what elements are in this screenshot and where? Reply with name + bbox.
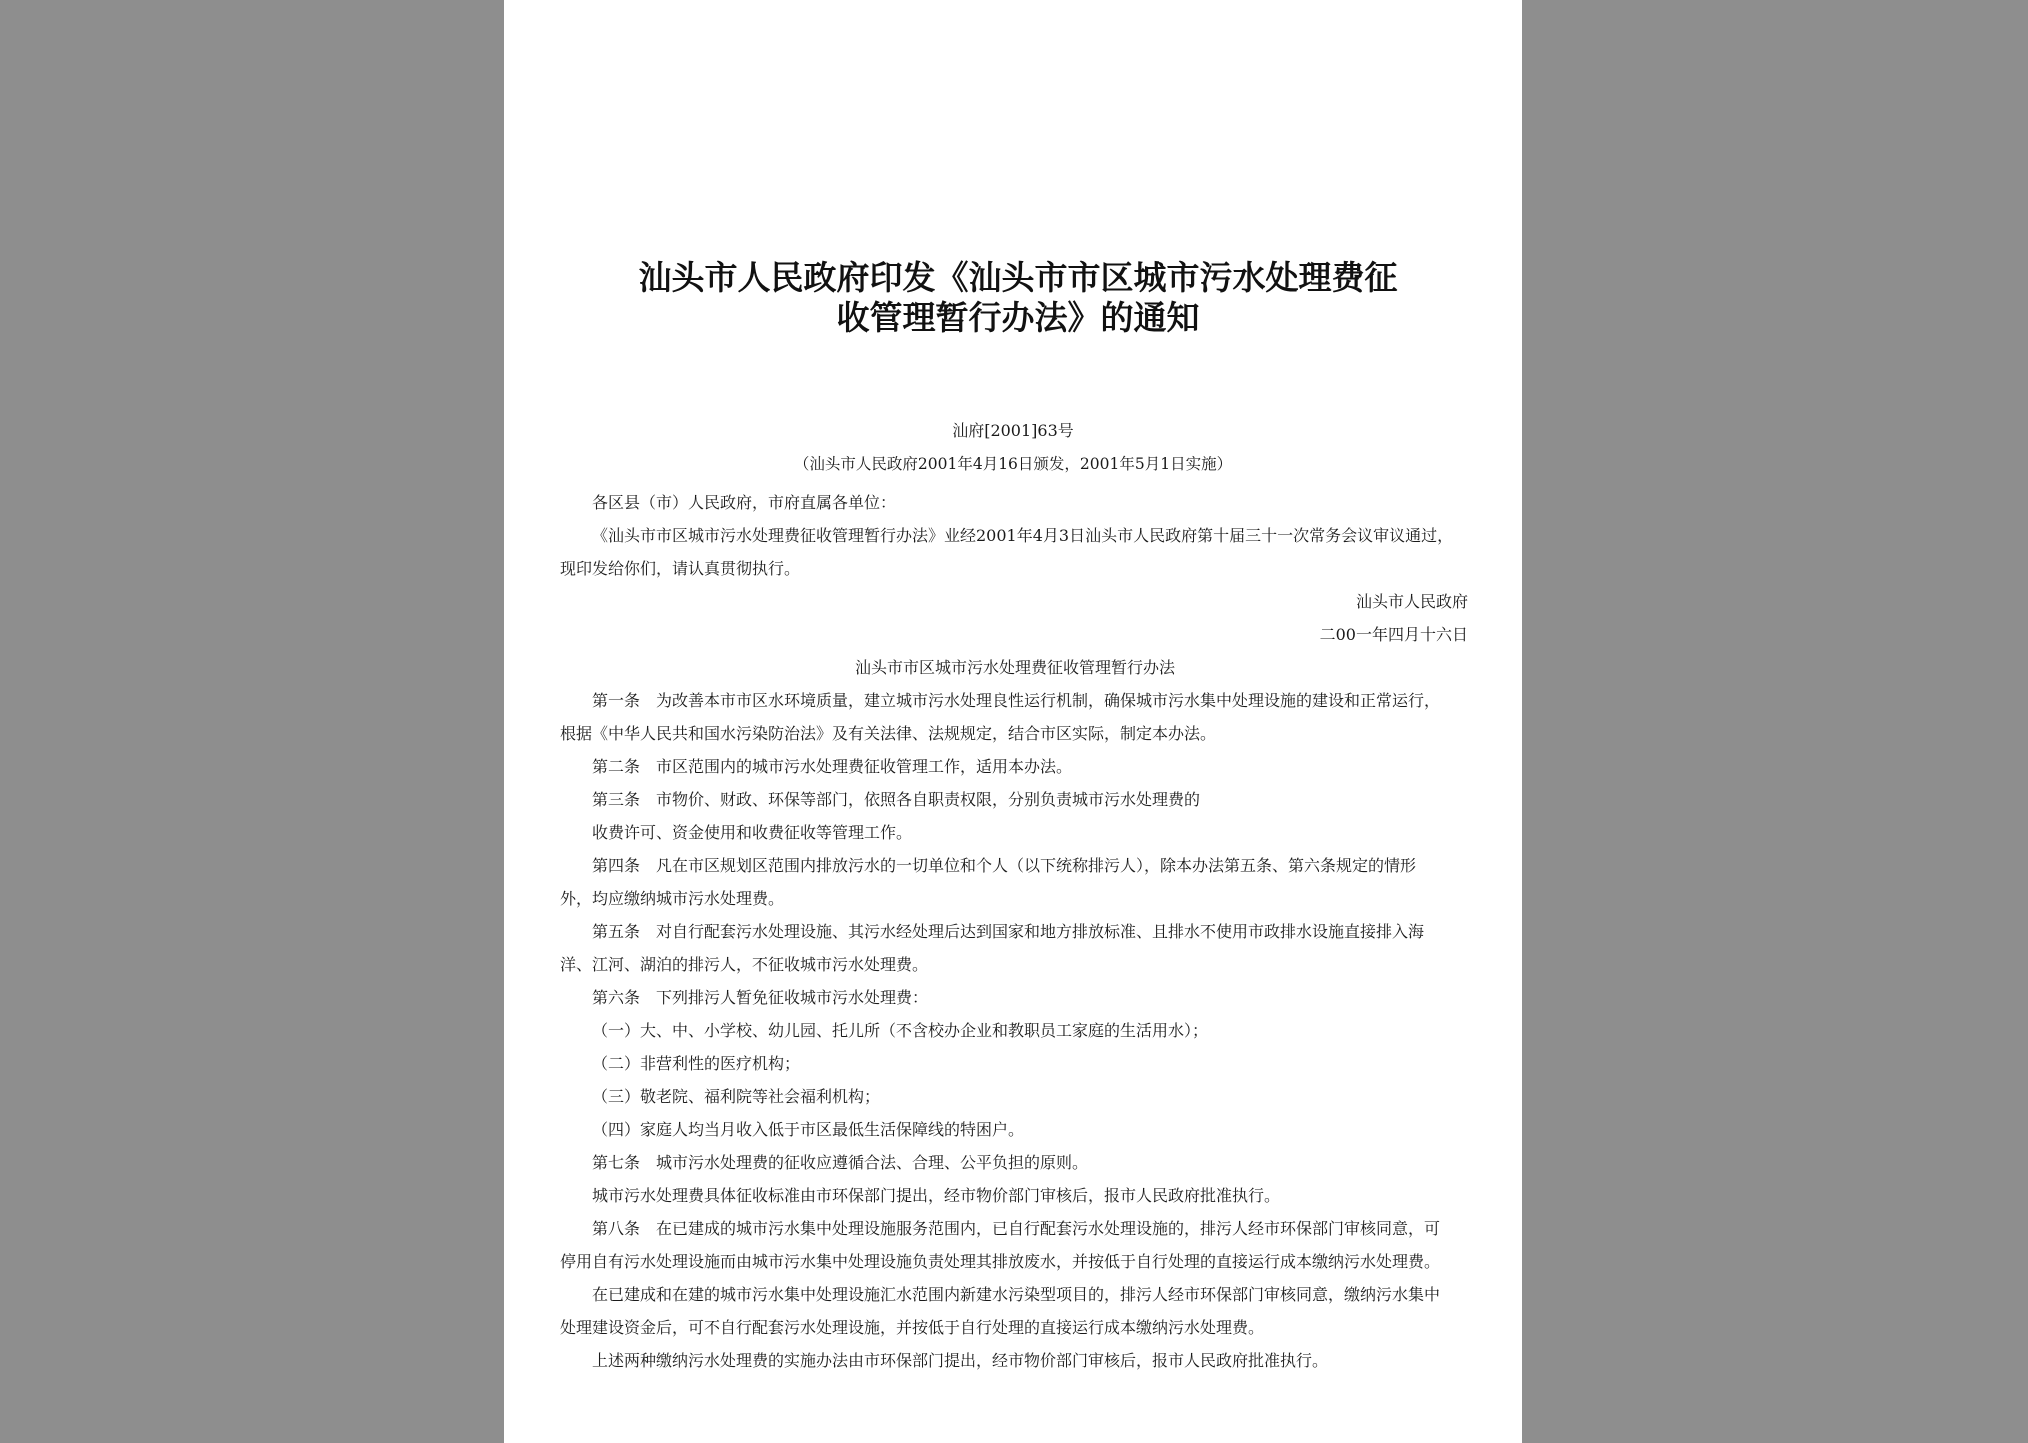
article-line: 外，均应缴纳城市污水处理费。 [560,889,785,908]
section-heading: 汕头市市区城市污水处理费征收管理暂行办法 [854,658,1175,677]
article-line: 第三条 市物价、财政、环保等部门，依照各自职责权限，分别负责城市污水处理费的 [592,790,1201,809]
article-line: 第七条 城市污水处理费的征收应遵循合法、合理、公平负担的原则。 [592,1153,1089,1172]
issue-info: （汕头市人民政府2001年4月16日颁发，2001年5月1日实施） [793,455,1233,473]
article-line: 第八条 在已建成的城市污水集中处理设施服务范围内，已自行配套污水处理设施的，排污人经市环保部门审核同意，可 [592,1219,1441,1238]
paragraph-line: 现印发给你们，请认真贯彻执行。 [560,559,801,578]
article-line: 城市污水处理费具体征收标准由市环保部门提出，经市物价部门审核后，报市人民政府批准执行。 [592,1186,1281,1205]
article-line: 上述两种缴纳污水处理费的实施办法由市环保部门提出，经市物价部门审核后，报市人民政府批准执行。 [592,1351,1329,1370]
signature-issuer: 汕头市人民政府 [1355,592,1468,611]
document-title [574,258,1462,338]
document-page [504,0,1522,1443]
article-line: 第六条 下列排污人暂免征收城市污水处理费： [592,988,929,1007]
list-item: （三）敬老院、福利院等社会福利机构； [592,1087,881,1106]
article-line: 第五条 对自行配套污水处理设施、其污水经处理后达到国家和地方排放标准、且排水不使用市政排水设施直接排入海 [592,922,1425,941]
list-item: （四）家庭人均当月收入低于市区最低生活保障线的特困户。 [592,1120,1025,1139]
article-line: 在已建成和在建的城市污水集中处理设施汇水范围内新建水污染型项目的，排污人经市环保部门审核同意，缴纳污水集中 [592,1285,1441,1304]
article-line: 第二条 市区范围内的城市污水处理费征收管理工作，适用本办法。 [592,757,1073,776]
document-number: 汕府[2001]63号 [952,421,1074,440]
article-line: 第四条 凡在市区规划区范围内排放污水的一切单位和个人（以下统称排污人），除本办法第五条、第六条规定的情形 [592,856,1417,875]
article-line: 根据《中华人民共和国水污染防治法》及有关法律、法规规定，结合市区实际，制定本办法。 [560,724,1217,743]
paragraph-line: 《汕头市市区城市污水处理费征收管理暂行办法》业经2001年4月3日汕头市人民政府第十届三十一次常务会议审议通过， [592,526,1454,545]
article-line: 停用自有污水处理设施而由城市污水集中处理设施负责处理其排放废水，并按低于自行处理的直接运行成本缴纳污水处理费。 [560,1252,1441,1271]
article-line: 处理建设资金后，可不自行配套污水处理设施，并按低于自行处理的直接运行成本缴纳污水处理费。 [560,1318,1265,1337]
article-line: 第一条 为改善本市市区水环境质量，建立城市污水处理良性运行机制，确保城市污水集中处理设施的建设和正常运行， [592,691,1441,710]
list-item: （一）大、中、小学校、幼儿园、托儿所（不含校办企业和教职员工家庭的生活用水）； [592,1021,1209,1040]
article-line: 洋、江河、湖泊的排污人，不征收城市污水处理费。 [560,955,929,974]
title-line-2: 收管理暂行办法》的通知 [836,298,1200,337]
article-line: 收费许可、资金使用和收费征收等管理工作。 [592,823,913,842]
signature-date: 二00一年四月十六日 [1319,625,1468,644]
title-line-1: 汕头市人民政府印发《汕头市市区城市污水处理费征 [638,258,1398,297]
document-body [560,486,1470,1377]
list-item: （二）非营利性的医疗机构； [592,1054,801,1073]
salutation: 各区县（市）人民政府，市府直属各单位： [592,493,897,512]
